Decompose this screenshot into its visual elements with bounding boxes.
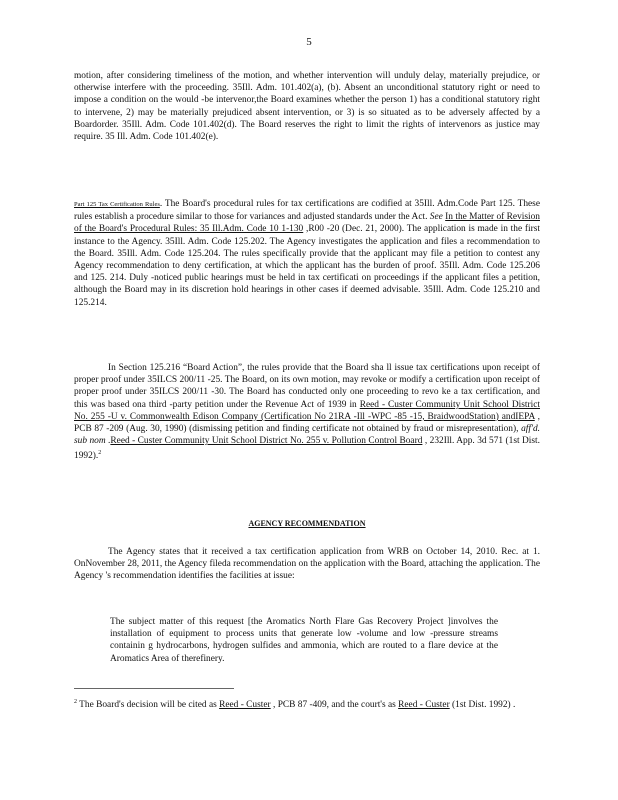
footnote-text-b: , PCB 87 -409, and the court's as (270, 700, 399, 711)
case-cite-reed-custer-pcb: Reed - Custer Community Unit School District No. 255 v. Pollution Control Board (110, 436, 423, 447)
agency-states-text: The Agency states that it received a tax certification application from WRB on October 14, 2010. Rec. at 1. OnNovember 28, 2011, the Agency fileda recommendation on the application with the Board, attaching the application. The Agency 's recommendation identifies the facilities at issue: (74, 547, 540, 582)
case-cite-revision: In the Matter of Revision of the Board's Procedural Rules: 35 Ill.Adm. Code 10 1-130 (74, 212, 540, 235)
footnote-text-c: (1st Dist. 1992) . (449, 700, 516, 711)
board-action-text-a: In Section 125.216 “Board Action”, the rules provide that the Board sha ll issue tax certifications upon receipt of proper proof under 35ILCS 200/11 -25. The Board, on its own motion, may revoke or modify a certification upon receipt of proper proof under 35ILCS 200/11 -30. The Board has conducted only one proceeding to revo ke a tax certification, and this was based ona third -party petition under the Revenue Act of 1939 in (74, 363, 540, 410)
paragraph-board-action (74, 362, 540, 463)
section-heading-text: AGENCY RECOMMENDATION (248, 519, 366, 528)
part-125-text-a: . The Board's procedural rules for tax certifications are codified at 35Ill. Adm.Code Part 125. These rules establish a procedure similar to those for variances and adjusted standards under the Act. (74, 199, 540, 223)
paragraph-intervention: motion, after considering timeliness of the motion, and whether intervention will unduly delay, materially prejudice, or otherwise interfere with the proceeding. 35Ill. Adm. 101.402(a), (b). Absent an unconditional statutory right or need to impose a condition on the would -be intervenor,the Board examines whether the person 1) has a conditional statutory right to intervene, 2) may be materially prejudiced absent intervention, or 3) is so situated as to be adversely affected by a Boardorder. 35Ill. Adm. Code 101.402(d). The Board reserves the right to limit the rights of intervenors as justice may require. 35 Ill. Adm. Code 101.402(e). (74, 71, 540, 143)
see-signal: See (429, 212, 443, 223)
footnote-mark: 2 (74, 699, 77, 705)
section-heading (74, 519, 540, 528)
board-action-text-d: , 232Ill. App. 3d 571 (1st Dist. 1992). (74, 436, 541, 462)
case-cite-reed-custer-edison: Reed - Custer Community Unit School District No. 255 -U v. Commonwealth Edison Company (Certification No 21RA -Ill -WPC -85 -15, BraidwoodStation) andIEPA (74, 399, 540, 422)
part-125-heading: Part 125 Tax Certification Rules (74, 201, 160, 208)
block-quote: The subject matter of this request [the Aromatics North Flare Gas Recovery Project ]involves the installation of equipment to process units that generate low -volume and low -pressure streams containin g hydrocarbons, hydrogen sulfides and ammonia, which are routed to a flare device at the Aromatics Area of therefinery. (110, 617, 498, 664)
paragraph-agency-states (74, 546, 540, 583)
footnote-2 (74, 696, 540, 711)
footnote-cite-court: Reed - Custer (398, 700, 450, 711)
board-action-text-c: . (105, 436, 111, 447)
footnote-text-a: The Board's decision will be cited as (77, 700, 220, 711)
board-action-text-b: , PCB 87 -209 (Aug. 30, 1990) (dismissing petition and finding certificate not obtained by fraud or misrepresentation), (74, 411, 541, 435)
part-125-text-b: ,R00 -20 (Dec. 21, 2000). The application is made in the first instance to the Agency. 35Ill. Adm. Code 125.202. The Agency investigates the application and files a recommendation to the Board. 35Ill. Adm. Code 125.204. The rules specifically provide that the applicant may file a petition to contest any Agency recommendation to deny certification, at which the applicant has the burden of proof. 35Ill. Adm. Code 125.206 and 125. 214. Duly -noticed public hearings must be held in tax certificati on proceedings if the applicant files a petition, although the Board may in its discretion hold hearings in other cases if deemed advisable. 35Ill. Adm. Code 125.210 and 125.214. (74, 224, 540, 308)
page-number: 5 (306, 36, 312, 48)
footnote-divider (74, 688, 234, 689)
footnote-cite-board: Reed - Custer (219, 700, 271, 711)
paragraph-part-125 (74, 198, 540, 309)
footnote-ref-2: 2 (98, 450, 102, 457)
affd-signal: aff'd. sub nom (74, 424, 540, 447)
